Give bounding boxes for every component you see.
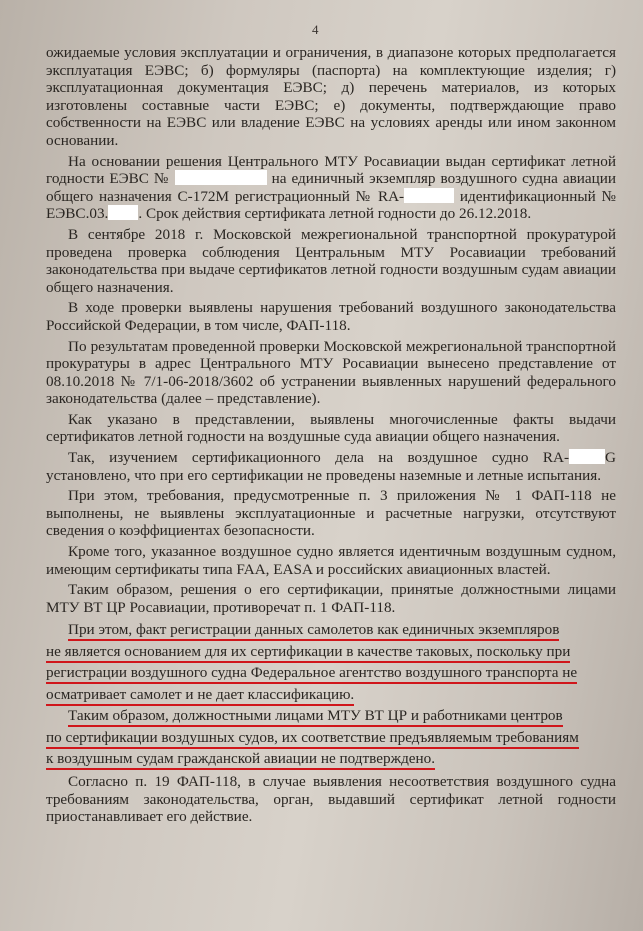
paragraph-10: Таким образом, решения о его сертификации, принятые должностными лицами МТУ ВТ ЦР Росавиации, противоречат п. 1 ФАП-118. bbox=[46, 581, 616, 616]
highlighted-line: осматривает самолет и не дает классификацию. bbox=[46, 686, 354, 706]
highlighted-line: не является основанием для их сертификации в качестве таковых, поскольку при bbox=[46, 643, 570, 663]
paragraph-6: Как указано в представлении, выявлены многочисленные факты выдачи сертификатов летной годности на воздушные суда авиации общего назначения. bbox=[46, 410, 616, 446]
highlighted-line: регистрации воздушного судна Федеральное агентство воздушного транспорта не bbox=[46, 664, 577, 684]
paragraph-2-part-c: идентификационный № ЕЭВС.03. bbox=[46, 187, 616, 223]
redaction-certificate-number bbox=[175, 170, 267, 185]
paragraph-13: Согласно п. 19 ФАП-118, в случае выявления несоответствия воздушного судна требованиям законодательства, орган, выдавший сертификат летной годности приостанавливает его действие. bbox=[46, 772, 616, 826]
highlighted-line: к воздушным судам гражданской авиации не подтверждено. bbox=[46, 750, 435, 770]
document-body bbox=[46, 44, 616, 826]
paragraph-11-highlighted bbox=[46, 619, 616, 705]
redaction-aircraft-registration bbox=[569, 449, 605, 464]
paragraph-9: Кроме того, указанное воздушное судно является идентичным воздушным судном, имеющим сертификаты типа FAA, EASA и российских авиационных властей. bbox=[46, 543, 616, 578]
paragraph-2-part-b: на единичный экземпляр воздушного судна авиации общего назначения С-172М регистрационный № RA- bbox=[46, 170, 616, 205]
paragraph-4: В ходе проверки выявлены нарушения требований воздушного законодательства Российской Федерации, в том числе, ФАП-118. bbox=[46, 299, 616, 334]
paragraph-2-part-a: На основании решения Центрального МТУ Росавиации выдан сертификат летной годности ЕЭВС № bbox=[46, 152, 616, 188]
paragraph-3: В сентябре 2018 г. Московской межрегиональной транспортной прокуратурой проведена проверка соблюдения Центральным МТУ Росавиации требований законодательства при выдаче сертификатов летной годности воздушным судам авиации общего назначения. bbox=[46, 225, 616, 296]
paragraph-7 bbox=[46, 449, 616, 484]
highlighted-line: Таким образом, должностными лицами МТУ ВТ ЦР и работниками центров bbox=[68, 707, 563, 727]
paragraph-12-highlighted bbox=[46, 705, 616, 770]
page-number: 4 bbox=[312, 22, 319, 37]
paragraph-2 bbox=[46, 153, 616, 223]
paragraph-8: При этом, требования, предусмотренные п. 3 приложения № 1 ФАП-118 не выполнены, не выявлены эксплуатационные и расчетные нагрузки, отсутствуют сведения о коэффициентах безопасности. bbox=[46, 487, 616, 540]
paragraph-7-part-a: Так, изучением сертификационного дела на воздушное судно RA- bbox=[68, 449, 570, 467]
paragraph-7-part-b: G установлено, что при его сертификации не проведены наземные и летные испытания. bbox=[46, 449, 616, 484]
highlighted-line: по сертификации воздушных судов, их соответствие предъявляемым требованиям bbox=[46, 729, 579, 749]
paragraph-1: ожидаемые условия эксплуатации и ограничения, в диапазоне которых предполагается эксплуатация ЕЭВС; б) формуляры (паспорта) на комплектующие изделия; г) эксплуатационная документация ЕЭВС; д) перечень материалов, из которых изготовлены составные части ЕЭВС; е) документы, подтверждающие право собственности на ЕЭВС или владение ЕЭВС на условиях аренды или ином законном основании. bbox=[46, 44, 616, 149]
highlighted-line: При этом, факт регистрации данных самолетов как единичных экземпляров bbox=[68, 621, 559, 641]
redaction-identification-number bbox=[108, 205, 138, 220]
redaction-registration-number bbox=[404, 188, 454, 203]
paragraph-5: По результатам проведенной проверки Московской межрегиональной транспортной прокуратуры в адрес Центрального МТУ Росавиации вынесено представление от 08.10.2018 № 7/1-06-2018/3602 об устранении выявленных нарушений федерального законодательства (далее – представление). bbox=[46, 337, 616, 408]
paragraph-2-part-d: . Срок действия сертификата летной годности до 26.12.2018. bbox=[138, 205, 532, 223]
